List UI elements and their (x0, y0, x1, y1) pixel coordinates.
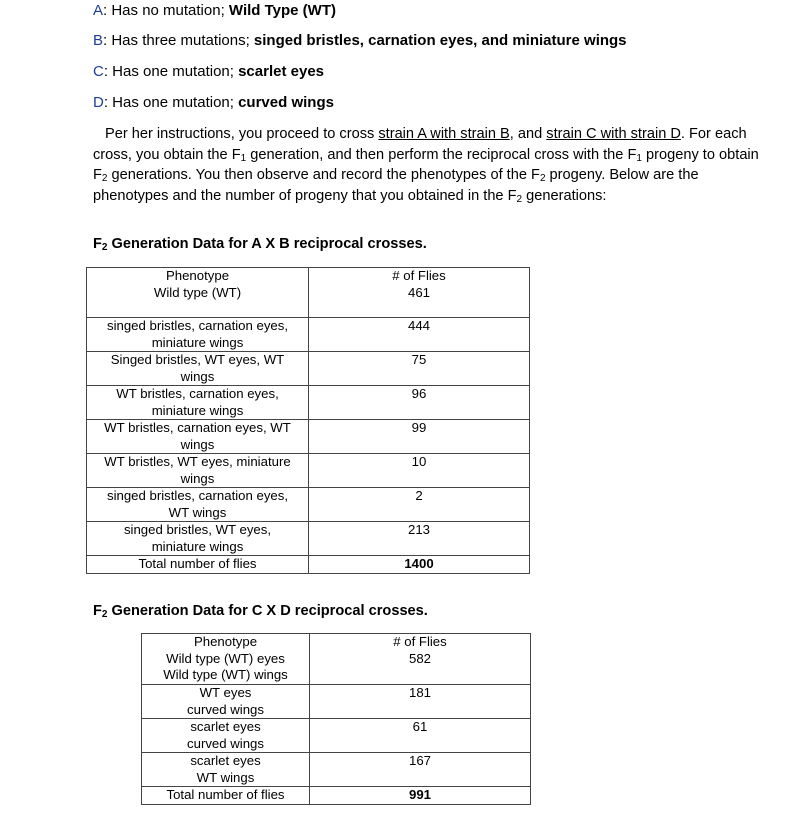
total-row (87, 556, 530, 574)
cd-cross-table (141, 633, 531, 805)
strain-c-desc: : Has one mutation; (103, 63, 239, 80)
instructions-paragraph: Per her instructions, you proceed to cross strain A with strain B, and strain C with strain D. For each cross, you obtain the $F_1$ generation, and then perform the reciprocal cross with the $F_1$ progeny to obtain $F_2$ generations. You then observe and record the phenotypes of the $F_2$ progeny. Below are the phenotypes and the number of progeny that you obtained in the $F_2$ generations: (93, 126, 759, 205)
phenotype-cell: Phenotype Wild type (WT) eyes Wild type (WT) wings (142, 634, 310, 685)
table-row: WT eyes curved wings 181 (142, 685, 531, 719)
count-cell: # of Flies 582 (310, 634, 531, 685)
table-row: singed bristles, WT eyes, miniature wings 213 (87, 522, 530, 556)
strain-b-mutation: singed bristles, carnation eyes, and miniature wings (253, 32, 627, 49)
cross-ab-underlined: strain A with strain B (378, 126, 510, 142)
strain-a-mutation: Wild Type (WT) (228, 2, 336, 19)
strain-a-letter: A (93, 2, 104, 19)
total-value: 991 (310, 787, 531, 805)
cross-cd-underlined: strain C with strain D (546, 126, 681, 142)
strain-a-desc: : Has no mutation; (103, 2, 229, 19)
total-row (142, 787, 531, 805)
total-label: Total number of flies (87, 556, 309, 574)
strain-d-desc: : Has one mutation; (103, 94, 239, 111)
total-value: 1400 (309, 556, 530, 574)
table-row: WT bristles, carnation eyes, miniature wings 96 (87, 386, 530, 420)
strain-c-letter: C (93, 63, 104, 80)
strain-d-line (93, 94, 334, 112)
strain-c-line (93, 63, 324, 81)
table-row (87, 268, 530, 318)
table-row: scarlet eyes curved wings 61 (142, 719, 531, 753)
strain-b-desc: : Has three mutations; (103, 32, 254, 49)
phenotype-cell: Phenotype Wild type (WT) (87, 268, 309, 318)
strain-a-line (93, 2, 336, 20)
total-label: Total number of flies (142, 787, 310, 805)
strain-b-letter: B (93, 32, 104, 49)
strain-d-letter: D (93, 94, 104, 111)
table1-heading: $F_2$ Generation Data for A X B reciprocal crosses. (93, 236, 427, 253)
table-row: singed bristles, carnation eyes, WT wings 2 (87, 488, 530, 522)
ab-cross-table (86, 267, 530, 574)
table-row: WT bristles, carnation eyes, WT wings 99 (87, 420, 530, 454)
count-cell: # of Flies 461 (309, 268, 530, 318)
table-row (142, 634, 531, 685)
table-row: scarlet eyes WT wings 167 (142, 753, 531, 787)
table-row: WT bristles, WT eyes, miniature wings 10 (87, 454, 530, 488)
strain-c-mutation: scarlet eyes (238, 63, 324, 80)
strain-d-mutation: curved wings (238, 94, 334, 111)
table-row: singed bristles, carnation eyes, miniature wings 444 (87, 318, 530, 352)
table2-heading: $F_2$ Generation Data for C X D reciprocal crosses. (93, 603, 428, 620)
table-row: Singed bristles, WT eyes, WT wings 75 (87, 352, 530, 386)
strain-b-line (93, 32, 627, 50)
